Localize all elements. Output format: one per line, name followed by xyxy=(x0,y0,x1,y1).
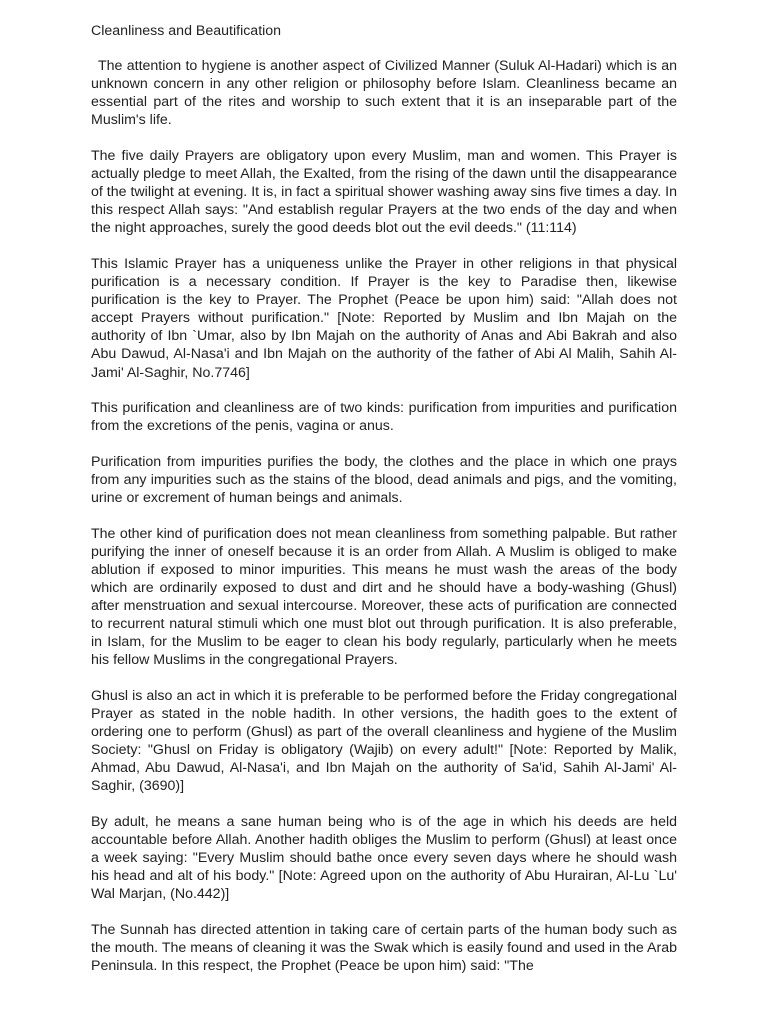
paragraph-daily-prayers: The five daily Prayers are obligatory upon every Muslim, man and women. This Prayer is actually pledge to meet Allah, the Exalted, from the rising of the dawn until the disappearance of the twilight at evening. It is, in fact a spiritual shower washing away sins five times a day. In this respect Allah says: "And establish regular Prayers at the two ends of the day and when the night approaches, surely the good deeds blot out the evil deeds." (11:114) xyxy=(91,147,677,237)
paragraph-impurities: Purification from impurities purifies the body, the clothes and the place in which one prays from any impurities such as the stains of the blood, dead animals and pigs, and the vomiting, urine or excrement of human beings and animals. xyxy=(91,453,677,506)
paragraph-adult-definition: By adult, he means a sane human being who is of the age in which his deeds are held accountable before Allah. Another hadith obliges the Muslim to perform (Ghusl) at least once a week saying: "Every Muslim should bathe once every seven days where he should wash his head and alt of his body." [Note: Agreed upon on the authority of Abu Hurairan, Al-Lu `Lu' Wal Marjan, (No.442)] xyxy=(91,813,677,903)
paragraph-ghusl-friday: Ghusl is also an act in which it is preferable to be performed before the Friday congregational Prayer as stated in the noble hadith. In other versions, the hadith goes to the extent of ordering one to perform (Ghusl) as part of the overall cleanliness and hygiene of the Muslim Society: "Ghusl on Friday is obligatory (Wajib) on every adult!" [Note: Reported by Malik, Ahmad, Abu Dawud, Al-Nasa'i, and Ibn Majah on the authority of Sa'id, Sahih Al-Jami' Al-Saghir, (3690)] xyxy=(91,687,677,795)
paragraph-two-kinds: This purification and cleanliness are of two kinds: purification from impurities and purification from the excretions of the penis, vagina or anus. xyxy=(91,400,677,435)
document-page xyxy=(91,22,677,993)
document-title: Cleanliness and Beautification xyxy=(91,23,282,39)
paragraph-hygiene-intro: The attention to hygiene is another aspect of Civilized Manner (Suluk Al-Hadari) which is an unknown concern in any other religion or philosophy before Islam. Cleanliness became an essential part of the rites and worship to such extent that it is an inseparable part of the Muslim's life. xyxy=(91,58,677,129)
paragraph-inner-purification: The other kind of purification does not mean cleanliness from something palpable. But rather purifying the inner of oneself because it is an order from Allah. A Muslim is obliged to make ablution if exposed to minor impurities. This means he must wash the areas of the body which are ordinarily exposed to dust and dirt and he should have a body-washing (Ghusl) after menstruation and sexual intercourse. Moreover, these acts of purification are connected to recurrent natural stimuli which one must blot out through purification. It is also preferable, in Islam, for the Muslim to be eager to clean his body regularly, particularly when he meets his fellow Muslims in the congregational Prayers. xyxy=(91,525,677,669)
paragraph-sunnah-mouth: The Sunnah has directed attention in taking care of certain parts of the human body such as the mouth. The means of cleaning it was the Swak which is easily found and used in the Arab Peninsula. In this respect, the Prophet (Peace be upon him) said: "The xyxy=(91,921,677,975)
paragraph-purification-condition: This Islamic Prayer has a uniqueness unlike the Prayer in other religions in that physical purification is a necessary condition. If Prayer is the key to Paradise then, likewise purification is the key to Prayer. The Prophet (Peace be upon him) said: "Allah does not accept Prayers without purification." [Note: Reported by Muslim and Ibn Majah on the authority of Ibn `Umar, also by Ibn Majah on the authority of Anas and Abi Bakrah and also Abu Dawud, Al-Nasa'i and Ibn Majah on the authority of the father of Abi Al Malih, Sahih Al- Jami' Al-Saghir, No.7746] xyxy=(91,255,677,381)
